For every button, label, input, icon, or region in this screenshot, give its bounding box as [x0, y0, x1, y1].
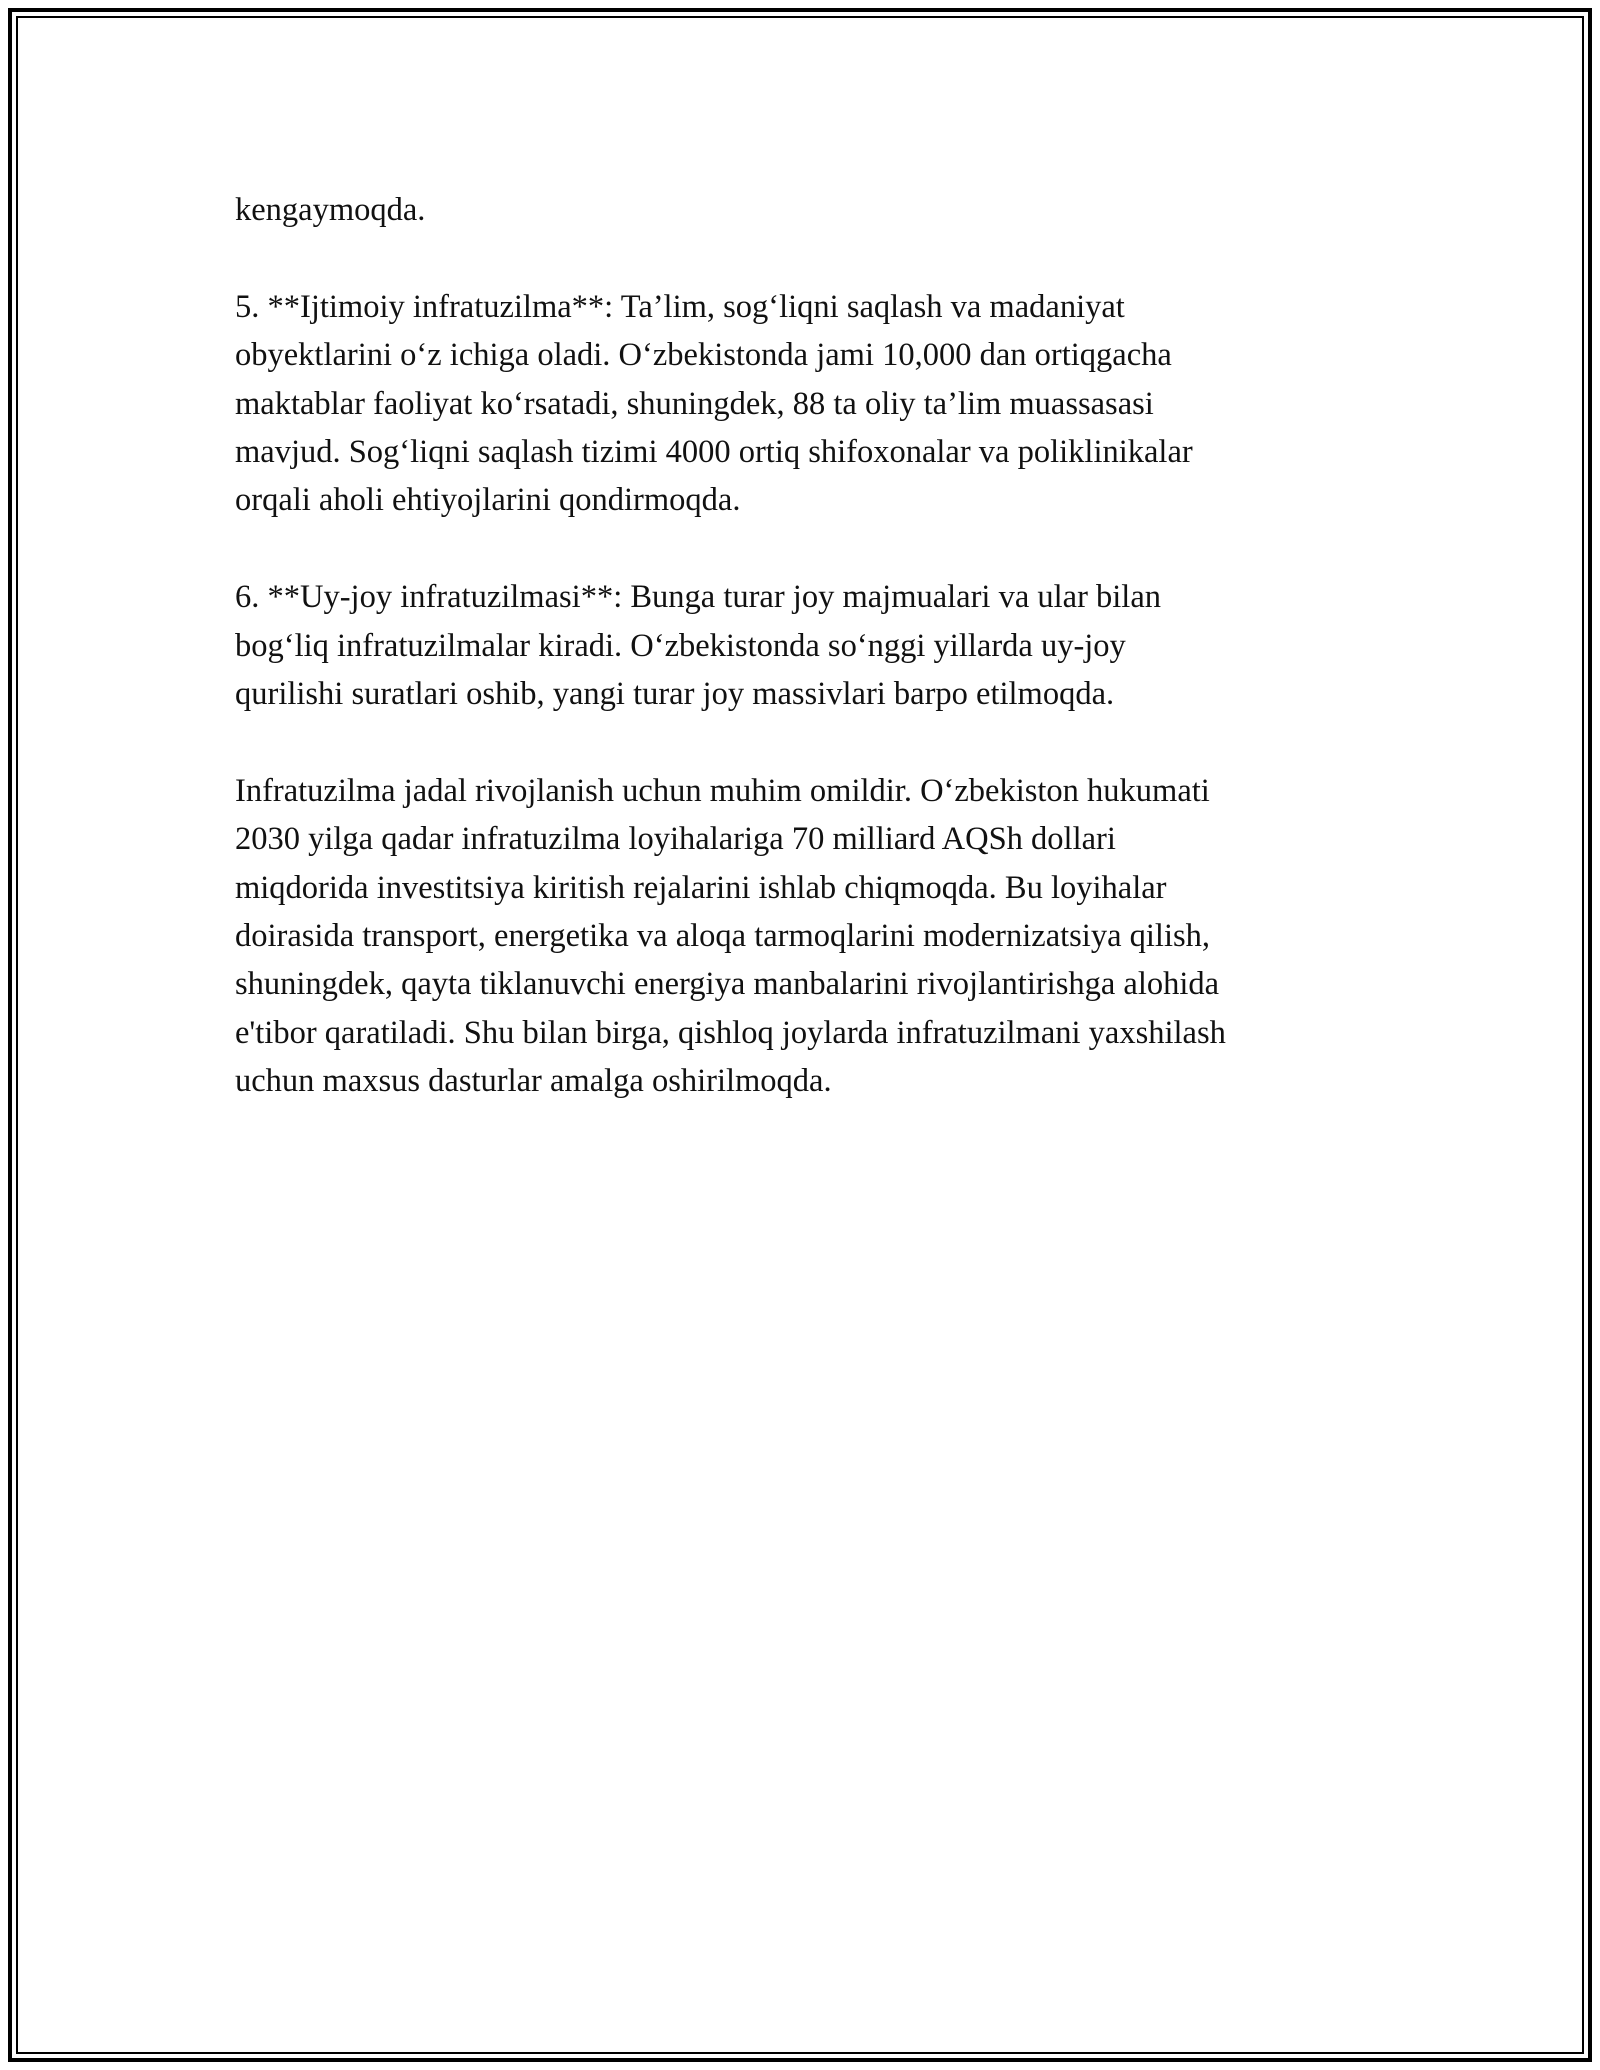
text-line: 2030 yilga qadar infratuzilma loyihalariga 70 milliard AQSh dollari	[235, 821, 1116, 858]
text-line: e'tibor qaratiladi. Shu bilan birga, qishloq joylarda infratuzilmani yaxshilash	[235, 1014, 1226, 1051]
paragraph-housing-infrastructure	[235, 573, 1395, 718]
text-line: 6. **Uy-joy infratuzilmasi**: Bunga turar joy majmualari va ular bilan	[235, 579, 1162, 616]
text-line: obyektlarini o‘z ichiga oladi. O‘zbekistonda jami 10,000 dan ortiqgacha	[235, 337, 1172, 374]
text-line: 5. **Ijtimoiy infratuzilma**: Ta’lim, sog‘liqni saqlash va madaniyat	[235, 288, 1125, 325]
text-line: miqdorida investitsiya kiritish rejalarini ishlab chiqmoqda. Bu loyihalar	[235, 869, 1167, 906]
text-line: uchun maxsus dasturlar amalga oshirilmoqda.	[235, 1063, 832, 1100]
text-line: maktablar faoliyat ko‘rsatadi, shuningdek, 88 ta oliy ta’lim muassasasi	[235, 385, 1154, 422]
text-line: shuningdek, qayta tiklanuvchi energiya manbalarini rivojlantirishga alohida	[235, 966, 1220, 1003]
paragraph-social-infrastructure	[235, 283, 1395, 525]
text-line: orqali aholi ehtiyojlarini qondirmoqda.	[235, 482, 741, 519]
document-body	[235, 186, 1395, 1154]
paragraph-continuation	[235, 186, 1395, 234]
text-line: mavjud. Sog‘liqni saqlash tizimi 4000 ortiq shifoxonalar va poliklinikalar	[235, 434, 1193, 471]
text-line: qurilishi suratlari oshib, yangi turar joy massivlari barpo etilmoqda.	[235, 676, 1115, 713]
text-line: doirasida transport, energetika va aloqa tarmoqlarini modernizatsiya qilish,	[235, 918, 1210, 955]
text-line: Infratuzilma jadal rivojlanish uchun muhim omildir. O‘zbekiston hukumati	[235, 772, 1210, 809]
paragraph-conclusion	[235, 767, 1395, 1106]
text-line: bog‘liq infratuzilmalar kiradi. O‘zbekistonda so‘nggi yillarda uy-joy	[235, 627, 1126, 664]
text-line: kengaymoqda.	[235, 192, 426, 228]
